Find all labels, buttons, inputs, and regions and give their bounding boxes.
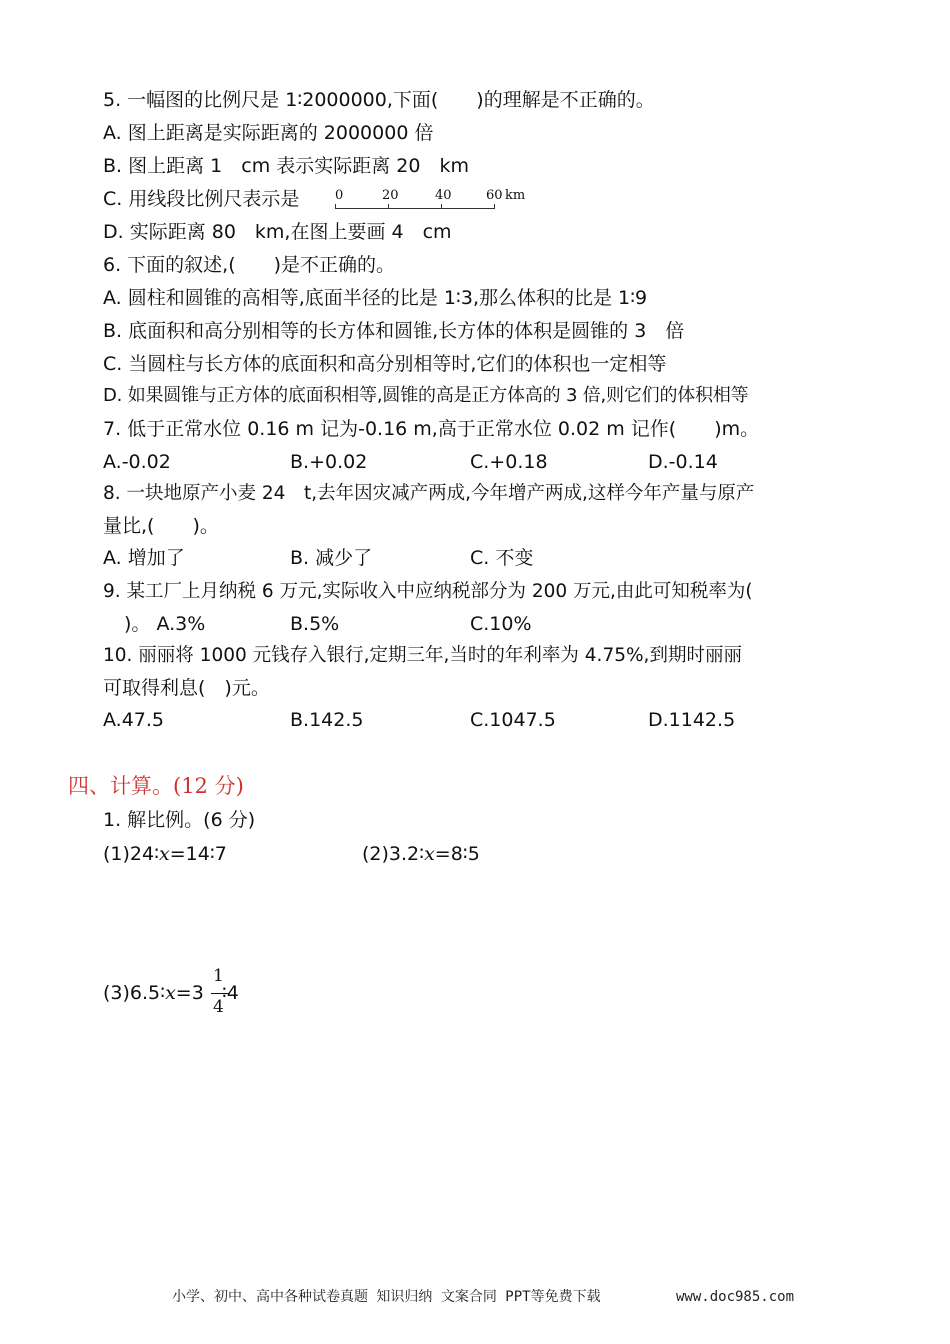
fraction-denominator: 4 xyxy=(213,997,224,1017)
scale-tick-label: 60 xyxy=(486,188,503,203)
q10-option-d: D.1142.5 xyxy=(648,709,736,731)
footer-text: 小学、初中、高中各种试卷真题 知识归纳 文案合同 PPT等免费下载 xyxy=(172,1289,601,1305)
problem-2 xyxy=(362,842,480,866)
scale-tick xyxy=(335,204,336,209)
q10-option-b: B.142.5 xyxy=(290,709,364,731)
problem-1 xyxy=(103,842,227,866)
section-title: 四、计算。(12 分) xyxy=(68,774,244,798)
q10-stem-line2: 可取得利息( )元。 xyxy=(103,677,270,699)
line-segment-scale xyxy=(335,188,535,218)
q8-option-a: A. 增加了 xyxy=(103,547,185,569)
q5-option-c: C. 用线段比例尺表示是 xyxy=(103,188,300,210)
problem-1-suffix: =14∶7 xyxy=(169,843,227,865)
scale-tick-label: 0 xyxy=(335,188,344,203)
scale-tick-label: 40 xyxy=(435,188,452,203)
problem-3-variable: x xyxy=(165,982,176,1004)
q9-option-b: B.5% xyxy=(290,613,340,635)
problem-2-variable: x xyxy=(424,843,435,865)
scale-unit: km xyxy=(505,188,526,203)
q8-stem-line2: 量比,( )。 xyxy=(103,515,219,537)
problem-1-variable: x xyxy=(159,843,170,865)
q7-option-d: D.-0.14 xyxy=(648,451,718,473)
q10-stem-line1: 10. 丽丽将 1000 元钱存入银行,定期三年,当时的年利率为 4.75%,到期时丽丽 xyxy=(103,645,742,666)
q5-option-b: B. 图上距离 1 cm 表示实际距离 20 km xyxy=(103,155,469,177)
q6-stem: 6. 下面的叙述,( )是不正确的。 xyxy=(103,254,396,276)
q8-option-b: B. 减少了 xyxy=(290,547,373,569)
fraction-bar xyxy=(211,993,229,994)
q7-option-b: B.+0.02 xyxy=(290,451,368,473)
q10-option-c: C.1047.5 xyxy=(470,709,556,731)
q10-option-a: A.47.5 xyxy=(103,709,165,731)
scale-tick xyxy=(494,204,495,209)
scale-tick-label: 20 xyxy=(382,188,399,203)
q5-stem: 5. 一幅图的比例尺是 1∶2000000,下面( )的理解是不正确的。 xyxy=(103,89,655,111)
q6-option-d: D. 如果圆锥与正方体的底面积相等,圆锥的高是正方体高的 3 倍,则它们的体积相等 xyxy=(103,385,749,406)
problem-3-suffix: =3 xyxy=(175,982,204,1004)
problem-3-after: ∶4 xyxy=(221,982,239,1004)
problem-1-prefix: (1)24∶ xyxy=(103,843,160,865)
problem-2-suffix: =8∶5 xyxy=(434,843,480,865)
q7-option-c: C.+0.18 xyxy=(470,451,548,473)
q9-stem-line1: 9. 某工厂上月纳税 6 万元,实际收入中应纳税部分为 200 万元,由此可知税率为( xyxy=(103,581,753,602)
q9-option-c: C.10% xyxy=(470,613,532,635)
q8-stem-line1: 8. 一块地原产小麦 24 t,去年因灾减产两成,今年增产两成,这样今年产量与原产 xyxy=(103,483,755,504)
q5-option-a: A. 图上距离是实际距离的 2000000 倍 xyxy=(103,122,434,144)
problem-2-prefix: (2)3.2∶ xyxy=(362,843,425,865)
fraction-numerator: 1 xyxy=(213,966,224,986)
scale-bar xyxy=(335,208,495,209)
q6-option-b: B. 底面积和高分别相等的长方体和圆锥,长方体的体积是圆锥的 3 倍 xyxy=(103,320,685,342)
q7-option-a: A.-0.02 xyxy=(103,451,171,473)
q6-option-a: A. 圆柱和圆锥的高相等,底面半径的比是 1∶3,那么体积的比是 1∶9 xyxy=(103,287,648,309)
q7-stem: 7. 低于正常水位 0.16 m 记为-0.16 m,高于正常水位 0.02 m 记作( )m。 xyxy=(103,418,760,440)
scale-tick xyxy=(388,204,389,209)
section-subtitle: 1. 解比例。(6 分) xyxy=(103,809,256,831)
q8-option-c: C. 不变 xyxy=(470,547,534,569)
scale-tick xyxy=(441,204,442,209)
problem-3-prefix: (3)6.5∶ xyxy=(103,982,166,1004)
footer-url[interactable]: www.doc985.com xyxy=(676,1289,795,1305)
q6-option-c: C. 当圆柱与长方体的底面积和高分别相等时,它们的体积也一定相等 xyxy=(103,353,667,375)
q5-option-d: D. 实际距离 80 km,在图上要画 4 cm xyxy=(103,221,452,243)
q9-stem-line2: )。 A.3% xyxy=(124,613,206,635)
